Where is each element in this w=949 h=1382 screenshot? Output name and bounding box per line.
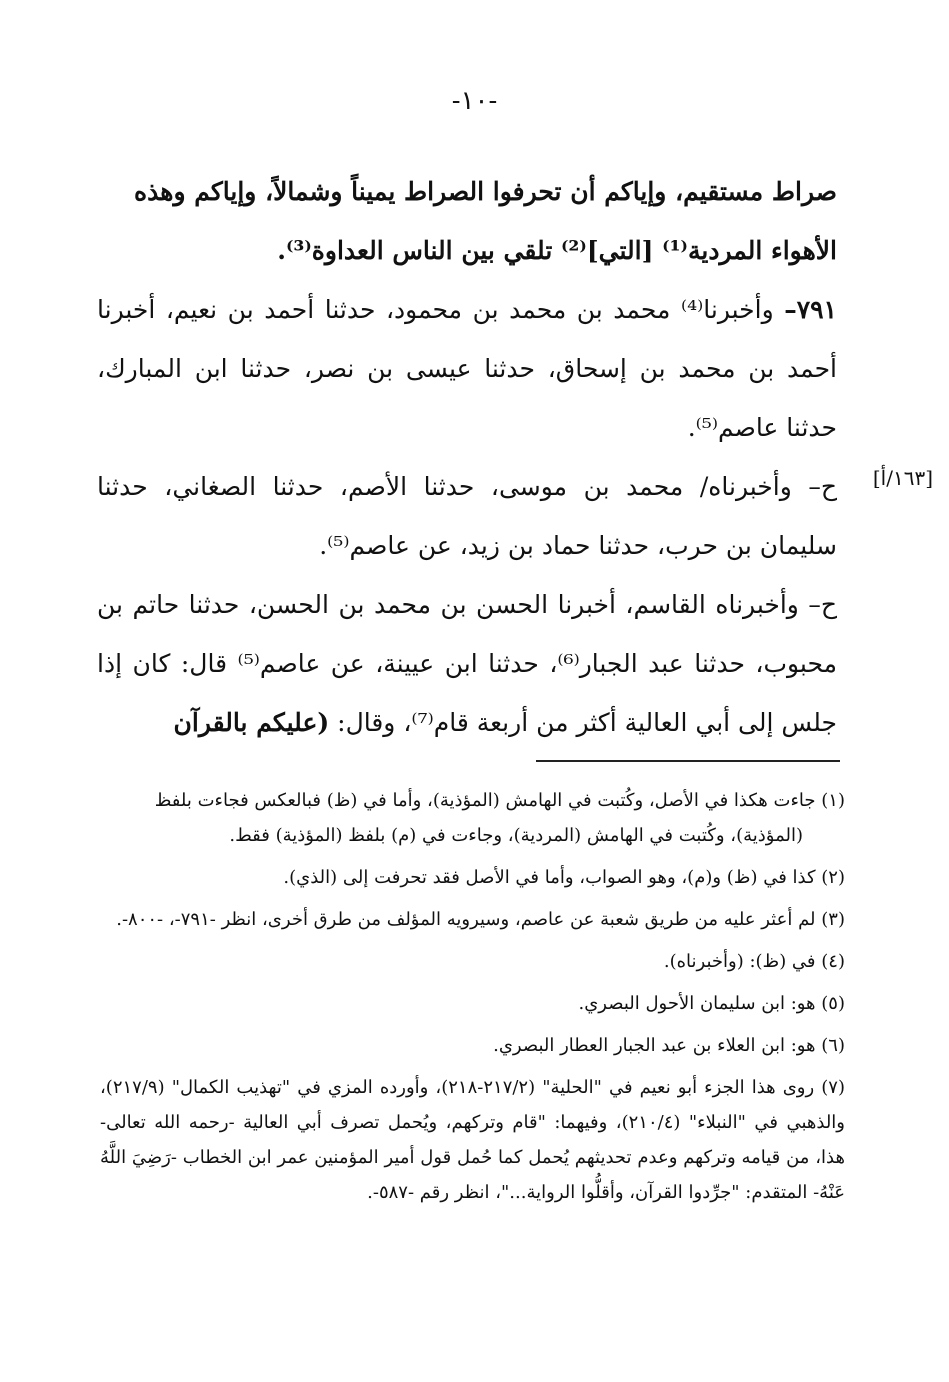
footnotes (100, 783, 845, 1217)
paragraph-chain-2: ح– وأخبرناه/ محمد بن موسى، حدثنا الأصم، حدثنا الصغاني، حدثنا سليمان بن حرب، حدثنا حماد بن زيد، عن عاصم⁽⁵⁾. (97, 472, 837, 560)
footnote-1 (100, 783, 845, 853)
hadith-chain: وأخبرنا⁽⁴⁾ محمد بن محمد بن محمود، حدثنا أحمد بن نعيم، أخبرنا أحمد بن محمد بن إسحاق، حدثنا عيسى بن نصر، حدثنا ابن المبارك، حدثنا عاصم⁽⁵⁾. (97, 295, 837, 442)
quote-start: (عليكم بالقرآن (173, 708, 330, 737)
hadith-number: ٧٩١– (784, 295, 837, 324)
footnote-1-line-2: (المؤذية)، وكُتبت في الهامش (المردية)، وجاءت في (م) بلفظ (المؤذية) فقط. (229, 825, 803, 846)
main-text (97, 162, 837, 752)
manuscript-folio-marker: [١٦٣/أ] (872, 466, 933, 490)
footnote-separator (536, 760, 840, 762)
footnote-7 (100, 1070, 845, 1210)
footnote-5: (٥) هو: ابن سليمان الأحول البصري. (578, 993, 845, 1014)
paragraph-1-line-2: الأهواء المردية⁽¹⁾ [التي]⁽²⁾ تلقي بين الناس العداوة⁽³⁾. (277, 236, 837, 265)
footnote-3: (٣) لم أعثر عليه من طريق شعبة عن عاصم، وسيرويه المؤلف من طرق أخرى، انظر -٧٩١-، -٨٠٠-. (116, 909, 845, 930)
paragraph-1-line-1: صراط مستقيم، وإياكم أن تحرفوا الصراط يميناً وشمالاً، وإياكم وهذه (134, 177, 837, 206)
footnote-1-line-1: (١) جاءت هكذا في الأصل، وكُتبت في الهامش (المؤذية)، وأما في (ظ) فبالعكس فجاءت بلفظ (154, 790, 845, 811)
footnote-2: (٢) كذا في (ظ) و(م)، وهو الصواب، وأما في الأصل فقد تحرفت إلى (الذي). (283, 867, 845, 888)
footnote-7-line-1: (٧) روى هذا الجزء أبو نعيم في "الحلية" (٢١٧/٢-٢١٨)، وأورده المزي في "تهذيب الكمال" (171, 1077, 845, 1098)
footnote-7-line-2: (٢١٧/٩)، والذهبي في "النبلاء" (٢١٠/٤)، وفيهما: "قام وتركهم، ويُحمل تصرف أبي العالية -رحمه الله تعالى- هذا، من قيامه وتركهم وعدم تحديثهم يُحمل كما حُمل قول أمير المؤمنين عمر ابن الخطاب -رَضِيَ اللَّهُ عَنْهُ- المتقدم: "جرِّدوا القرآن، وأقلُّوا الرواية..."، انظر رقم -٥٨٧-. (100, 1077, 845, 1203)
footnote-4: (٤) في (ظ): (وأخبرناه). (663, 951, 845, 972)
page-number: -١٠- (451, 86, 498, 116)
chain-text: ح– وأخبرناه القاسم، أخبرنا الحسن بن محمد بن الحسن، حدثنا حاتم بن محبوب، حدثنا عبد الجبار⁽⁶⁾، حدثنا ابن عيينة، عن عاصم⁽⁵⁾ قال: كان إذا جلس إلى أبي العالية أكثر من أربعة قام⁽⁷⁾، وقال: (97, 590, 837, 737)
paragraph-chain-3 (97, 575, 837, 752)
paragraph-791 (97, 280, 837, 457)
footnote-6: (٦) هو: ابن العلاء بن عبد الجبار العطار البصري. (493, 1035, 845, 1056)
